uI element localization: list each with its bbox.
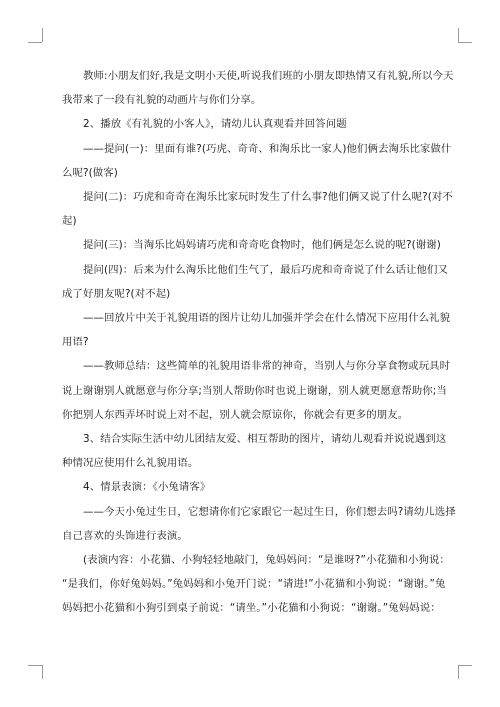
crop-mark-bottom-right-h bbox=[458, 665, 472, 666]
text-line: ——今天小兔过生日，它想请你们它家跟它一起过生日，你们想去吗?请幼儿选择 bbox=[83, 505, 456, 518]
text-line: 么呢?(做客) bbox=[62, 166, 118, 179]
text-line: 你把别人东西弄坏时说上对不起，别人就会原谅你，你就会有更多的朋友。 bbox=[62, 408, 409, 421]
text-line: 自己喜欢的头饰进行表演。 bbox=[62, 529, 188, 542]
text-line: 提问(四)：后来为什么淘乐比他们生气了，最后巧虎和奇奇说了什么话让他们又 bbox=[83, 263, 448, 276]
text-line: 用语? bbox=[62, 336, 89, 349]
paragraph-question-2 bbox=[62, 185, 453, 233]
paragraph-invitation bbox=[62, 500, 456, 548]
crop-mark-top-right-v bbox=[458, 28, 459, 42]
text-line: 提问(三)：当淘乐比妈妈请巧虎和奇奇吃食物时，他们俩是怎么说的呢?(谢谢) bbox=[83, 239, 441, 252]
text-line: 种情况应使用什么礼貌用语。 bbox=[62, 457, 199, 470]
paragraph-question-1 bbox=[62, 137, 452, 185]
text-line: 4、情景表演：《小兔请客》 bbox=[83, 481, 211, 494]
crop-mark-bottom-right-v bbox=[458, 665, 459, 679]
text-line: 教师:小朋友们好,我是文明小天使,听说我们班的小朋友即热情又有礼貌,所以今天 bbox=[83, 70, 454, 82]
text-line: 2、播放《有礼貌的小客人》，请幼儿认真观看并回答问题 bbox=[83, 118, 347, 131]
document-body bbox=[62, 64, 456, 621]
text-line: (表演内容：小花猫、小狗轻轻地敲门，兔妈妈问：“是谁呀?”小花猫和小狗说： bbox=[83, 554, 450, 567]
crop-mark-top-right-h bbox=[458, 42, 472, 43]
text-line: 提问(二)：巧虎和奇奇在淘乐比家玩时发生了什么事?他们俩又说了什么呢?(对不 bbox=[83, 191, 453, 204]
crop-mark-bottom-left-h bbox=[28, 665, 42, 666]
paragraph-performance bbox=[62, 548, 450, 621]
text-line: 我带来了一段有礼貌的动画片与你们分享。 bbox=[62, 94, 262, 107]
text-line: 3、结合实际生活中幼儿团结友爱、相互帮助的图片，请幼儿观看并说说遇到这 bbox=[83, 433, 447, 446]
paragraph-question-3 bbox=[62, 233, 442, 257]
crop-mark-bottom-left-v bbox=[42, 665, 43, 679]
text-line: 说上谢谢别人就愿意与你分享;当别人帮助你时也说上谢谢，别人就更愿意帮助你;当 bbox=[62, 384, 447, 397]
text-line: “是我们，你好兔妈妈。”兔妈妈和小兔开门说：“请进!”小花猫和小狗说：“谢谢。”兔 bbox=[62, 578, 446, 591]
paragraph-question-4 bbox=[62, 258, 448, 306]
text-line: 成了好朋友呢?(对不起) bbox=[62, 287, 171, 300]
text-line: 妈妈把小花猫和小狗引到桌子前说：“请坐。”小花猫和小狗说：“谢谢。”兔妈妈说： bbox=[62, 602, 441, 615]
paragraph-step-3 bbox=[62, 427, 447, 475]
text-line: ——教师总结：这些简单的礼貌用语非常的神奇，当别人与你分享食物或玩具时 bbox=[83, 360, 451, 373]
crop-mark-top-left-h bbox=[28, 42, 42, 43]
crop-mark-top-left-v bbox=[42, 28, 43, 42]
paragraph-teacher-greeting bbox=[62, 64, 454, 112]
paragraph-teacher-summary bbox=[62, 354, 451, 427]
paragraph-step-4 bbox=[62, 475, 442, 499]
text-line: ——提问(一)：里面有谁?(巧虎、奇奇、和淘乐比一家人)他们俩去淘乐比家做什 bbox=[83, 142, 452, 155]
text-line: ——回放片中关于礼貌用语的图片让幼儿加强并学会在什么情况下应用什么礼貌 bbox=[83, 312, 451, 325]
paragraph-step-2 bbox=[62, 112, 442, 136]
text-line: 起) bbox=[62, 215, 77, 228]
paragraph-replay bbox=[62, 306, 451, 354]
